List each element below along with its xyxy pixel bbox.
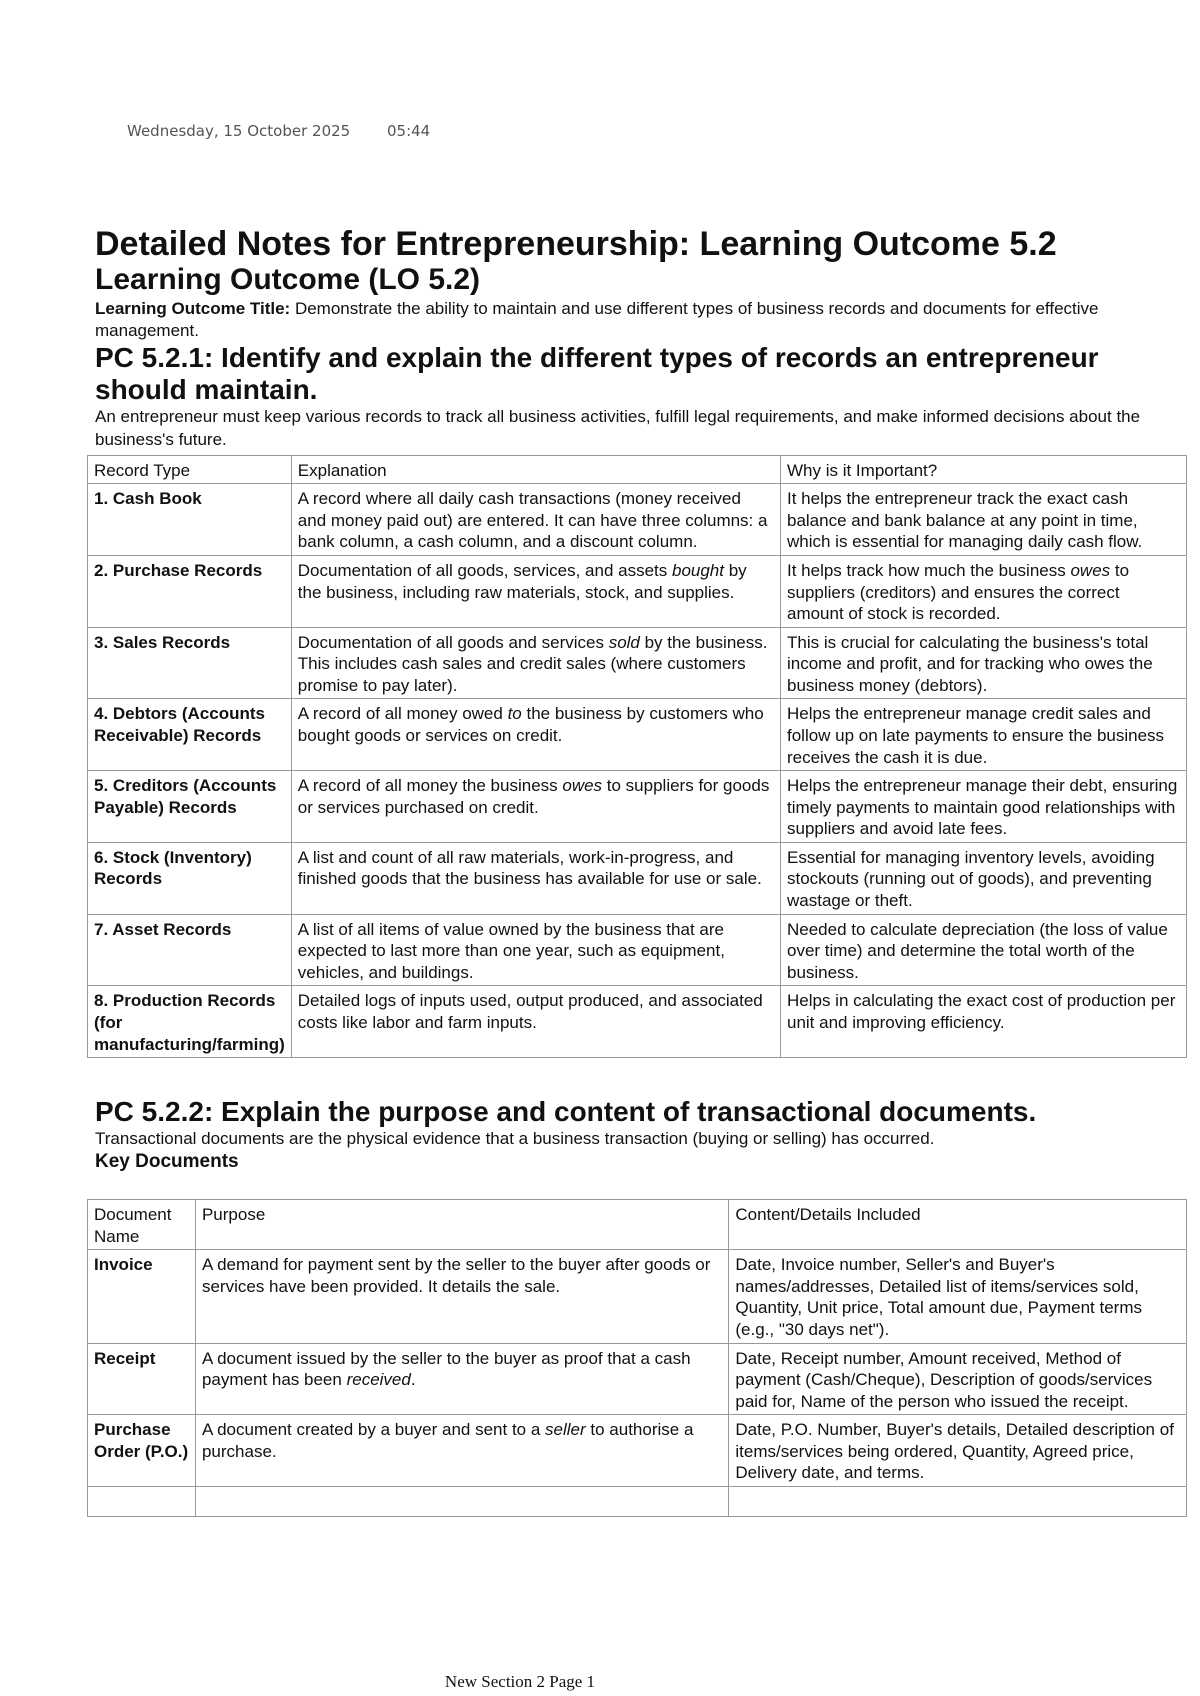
- table-row: [88, 1250, 1187, 1343]
- footer-text: New Section 2 Page 1: [444, 1672, 596, 1691]
- page-footer: [0, 1672, 1200, 1692]
- pc2-heading: PC 5.2.2: Explain the purpose and content of transactional documents.: [95, 1096, 1037, 1128]
- record-explanation: Detailed logs of inputs used, output produced, and associated costs like labor and farm inputs.: [291, 986, 780, 1058]
- table-row: [88, 1487, 1187, 1517]
- header-explanation: Explanation: [291, 455, 780, 484]
- record-name: 3. Sales Records: [88, 627, 292, 699]
- header-importance: Why is it Important?: [780, 455, 1186, 484]
- record-explanation: A list and count of all raw materials, work-in-progress, and finished goods that the business has available for use or sale.: [291, 842, 780, 914]
- record-importance: Helps the entrepreneur manage their debt, ensuring timely payments to maintain good relationships with suppliers and avoid late fees.: [780, 771, 1186, 843]
- header-record-type: Record Type: [88, 455, 292, 484]
- document-purpose: A document issued by the seller to the buyer as proof that a cash payment has been received.: [195, 1343, 728, 1415]
- table-row: [88, 555, 1187, 627]
- record-explanation: A record of all money owed to the business by customers who bought goods or services on credit.: [291, 699, 780, 771]
- record-explanation: Documentation of all goods, services, and assets bought by the business, including raw materials, stock, and supplies.: [291, 555, 780, 627]
- document-purpose: A document created by a buyer and sent to a seller to authorise a purchase.: [195, 1415, 728, 1487]
- record-name: 8. Production Records (for manufacturing/farming): [88, 986, 292, 1058]
- record-importance: Essential for managing inventory levels, avoiding stockouts (running out of goods), and preventing wastage or theft.: [780, 842, 1186, 914]
- record-importance: Helps the entrepreneur manage credit sales and follow up on late payments to ensure the business receives the cash it is due.: [780, 699, 1186, 771]
- header-document-name: Document Name: [88, 1200, 196, 1250]
- table-row: [88, 1343, 1187, 1415]
- record-explanation: Documentation of all goods and services sold by the business. This includes cash sales and credit sales (where customers promise to pay later).: [291, 627, 780, 699]
- records-table: [87, 455, 1187, 1058]
- document-name: Purchase Order (P.O.): [88, 1415, 196, 1487]
- key-documents-heading: Key Documents: [95, 1151, 239, 1173]
- record-importance: Needed to calculate depreciation (the loss of value over time) and determine the total worth of the business.: [780, 914, 1186, 986]
- record-name: 4. Debtors (Accounts Receivable) Records: [88, 699, 292, 771]
- table-row: [88, 986, 1187, 1058]
- lo-title-label: Learning Outcome Title:: [95, 298, 291, 318]
- table-row: [88, 771, 1187, 843]
- record-explanation: A list of all items of value owned by the business that are expected to last more than one year, such as equipment, vehicles, and buildings.: [291, 914, 780, 986]
- table-row: [88, 484, 1187, 556]
- record-name: 2. Purchase Records: [88, 555, 292, 627]
- document-content: Date, Invoice number, Seller's and Buyer's names/addresses, Detailed list of items/services sold, Quantity, Unit price, Total amount due, Payment terms (e.g., "30 days net").: [729, 1250, 1187, 1343]
- record-name: 5. Creditors (Accounts Payable) Records: [88, 771, 292, 843]
- document-content: Date, P.O. Number, Buyer's details, Detailed description of items/services being ordered, Quantity, Agreed price, Delivery date, and terms.: [729, 1415, 1187, 1487]
- record-importance: This is crucial for calculating the business's total income and profit, and for tracking who owes the business money (debtors).: [780, 627, 1186, 699]
- record-name: 1. Cash Book: [88, 484, 292, 556]
- document-name: Invoice: [88, 1250, 196, 1343]
- table-header-row: [88, 455, 1187, 484]
- date-text: Wednesday, 15 October 2025: [127, 122, 351, 140]
- page-meta: [127, 122, 430, 140]
- document-purpose: [195, 1487, 728, 1517]
- document-content: [729, 1487, 1187, 1517]
- table-row: [88, 842, 1187, 914]
- record-explanation: A record of all money the business owes to suppliers for goods or services purchased on credit.: [291, 771, 780, 843]
- header-purpose: Purpose: [195, 1200, 728, 1250]
- record-importance: It helps the entrepreneur track the exact cash balance and bank balance at any point in time, which is essential for managing daily cash flow.: [780, 484, 1186, 556]
- pc1-intro: An entrepreneur must keep various records to track all business activities, fulfill legal requirements, and make informed decisions about the business's future.: [95, 407, 1141, 449]
- lo-title-text: Demonstrate the ability to maintain and use different types of business records and documents for effective management.: [95, 298, 1099, 340]
- lo-heading: Learning Outcome (LO 5.2): [95, 263, 481, 297]
- table-header-row: [88, 1200, 1187, 1250]
- note-content: [95, 226, 1180, 1517]
- document-content: Date, Receipt number, Amount received, Method of payment (Cash/Cheque), Description of goods/services paid for, Name of the person who issued the receipt.: [729, 1343, 1187, 1415]
- record-importance: It helps track how much the business owes to suppliers (creditors) and ensures the correct amount of stock is recorded.: [780, 555, 1186, 627]
- pc2-intro: Transactional documents are the physical evidence that a business transaction (buying or selling) has occurred.: [95, 1129, 935, 1149]
- table-row: [88, 699, 1187, 771]
- record-name: 7. Asset Records: [88, 914, 292, 986]
- record-name: 6. Stock (Inventory) Records: [88, 842, 292, 914]
- page-title: Detailed Notes for Entrepreneurship: Learning Outcome 5.2: [95, 225, 1057, 263]
- documents-table: [87, 1199, 1187, 1517]
- record-explanation: A record where all daily cash transactions (money received and money paid out) are entered. It can have three columns: a bank column, a cash column, and a discount column.: [291, 484, 780, 556]
- pc1-heading: PC 5.2.1: Identify and explain the different types of records an entrepreneur should maintain.: [95, 342, 1099, 406]
- table-row: [88, 627, 1187, 699]
- document-purpose: A demand for payment sent by the seller to the buyer after goods or services have been provided. It details the sale.: [195, 1250, 728, 1343]
- table-row: [88, 1415, 1187, 1487]
- document-name: [88, 1487, 196, 1517]
- document-name: Receipt: [88, 1343, 196, 1415]
- lo-title-paragraph: [95, 298, 1180, 342]
- header-content: Content/Details Included: [729, 1200, 1187, 1250]
- table-row: [88, 914, 1187, 986]
- record-importance: Helps in calculating the exact cost of production per unit and improving efficiency.: [780, 986, 1186, 1058]
- time-text: 05:44: [387, 122, 431, 140]
